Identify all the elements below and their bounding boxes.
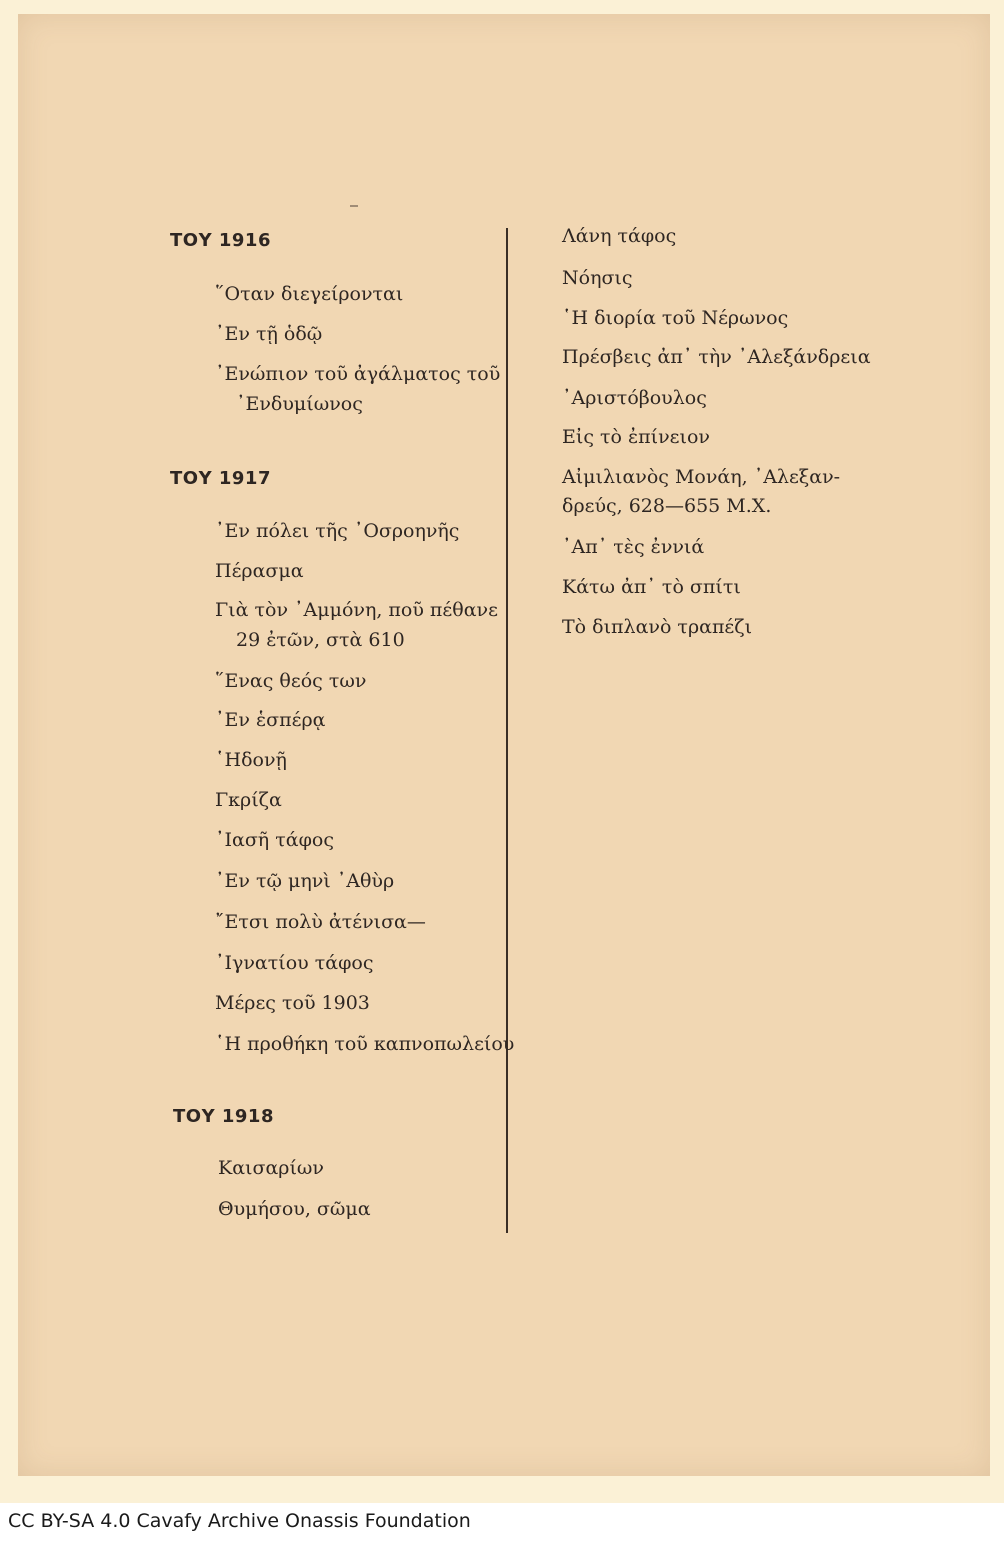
section-heading-1917: ΤΟΥ 1917 bbox=[170, 468, 271, 489]
poem-title: ᾿Εν τῷ μηνὶ ᾿Αθὺρ bbox=[215, 870, 395, 892]
section-heading-1918: ΤΟΥ 1918 bbox=[173, 1106, 274, 1127]
document-page bbox=[18, 14, 990, 1476]
poem-title: ῾Η διορία τοῦ Νέρωνος bbox=[562, 307, 789, 329]
poem-title: ᾿Εν πόλει τῆς ᾿Οσροηνῆς bbox=[215, 520, 460, 542]
poem-title: ᾿Ιασῆ τάφος bbox=[215, 829, 334, 851]
poem-title: ῞Ενας θεός των bbox=[215, 670, 367, 692]
poem-title: Γκρίζα bbox=[215, 789, 282, 811]
poem-title: Λάνη τάφος bbox=[562, 225, 677, 247]
column-divider bbox=[506, 228, 508, 1233]
poem-title: ῾Ηδονῇ bbox=[215, 749, 287, 771]
poem-title: ᾿Ιγνατίου τάφος bbox=[215, 952, 374, 974]
ink-mark bbox=[350, 205, 358, 207]
poem-title: Εἰς τὸ ἐπίνειον bbox=[562, 426, 710, 448]
poem-title-continuation: 29 ἐτῶν, στὰ 610 bbox=[236, 629, 405, 651]
poem-title: ᾿Ενώπιον τοῦ ἀγάλματος τοῦ bbox=[215, 363, 501, 385]
poem-title: Κάτω ἀπ᾿ τὸ σπίτι bbox=[562, 576, 741, 598]
poem-title: Πρέσβεις ἀπ᾿ τὴν ᾿Αλεξάνδρεια bbox=[562, 346, 871, 368]
section-heading-1916: ΤΟΥ 1916 bbox=[170, 230, 271, 251]
poem-title: ῾Η προθήκη τοῦ καπνοπωλείου bbox=[215, 1033, 515, 1055]
poem-title: Αἰμιλιανὸς Μονάη, ᾿Αλεξαν- bbox=[562, 466, 841, 488]
poem-title: ᾿Εν ἑσπέρᾳ bbox=[215, 709, 326, 731]
poem-title: ῎Ετσι πολὺ ἀτένισα— bbox=[215, 911, 426, 933]
poem-title: Νόησις bbox=[562, 267, 633, 289]
poem-title: ᾿Αριστόβουλος bbox=[562, 387, 707, 409]
copyright-credit: CC BY-SA 4.0 Cavafy Archive Onassis Foundation bbox=[8, 1510, 471, 1532]
poem-title: ῞Οταν διεγείρονται bbox=[215, 283, 404, 305]
poem-title: ᾿Απ᾿ τὲς ἐννιά bbox=[562, 536, 705, 558]
poem-title: Τὸ διπλανὸ τραπέζι bbox=[562, 616, 753, 638]
poem-title: Μέρες τοῦ 1903 bbox=[215, 992, 370, 1014]
poem-title: Πέρασμα bbox=[215, 560, 304, 582]
poem-title: Καισαρίων bbox=[218, 1157, 324, 1179]
poem-title: ᾿Εν τῇ ὁδῷ bbox=[215, 323, 323, 345]
poem-title-continuation: δρεύς, 628—655 Μ.Χ. bbox=[562, 495, 772, 517]
poem-title: Γιὰ τὸν ᾿Αμμόνη, ποῦ πέθανε bbox=[215, 599, 498, 621]
poem-title: Θυμήσου, σῶμα bbox=[218, 1198, 371, 1220]
poem-title-continuation: ᾿Ενδυμίωνος bbox=[236, 393, 363, 415]
